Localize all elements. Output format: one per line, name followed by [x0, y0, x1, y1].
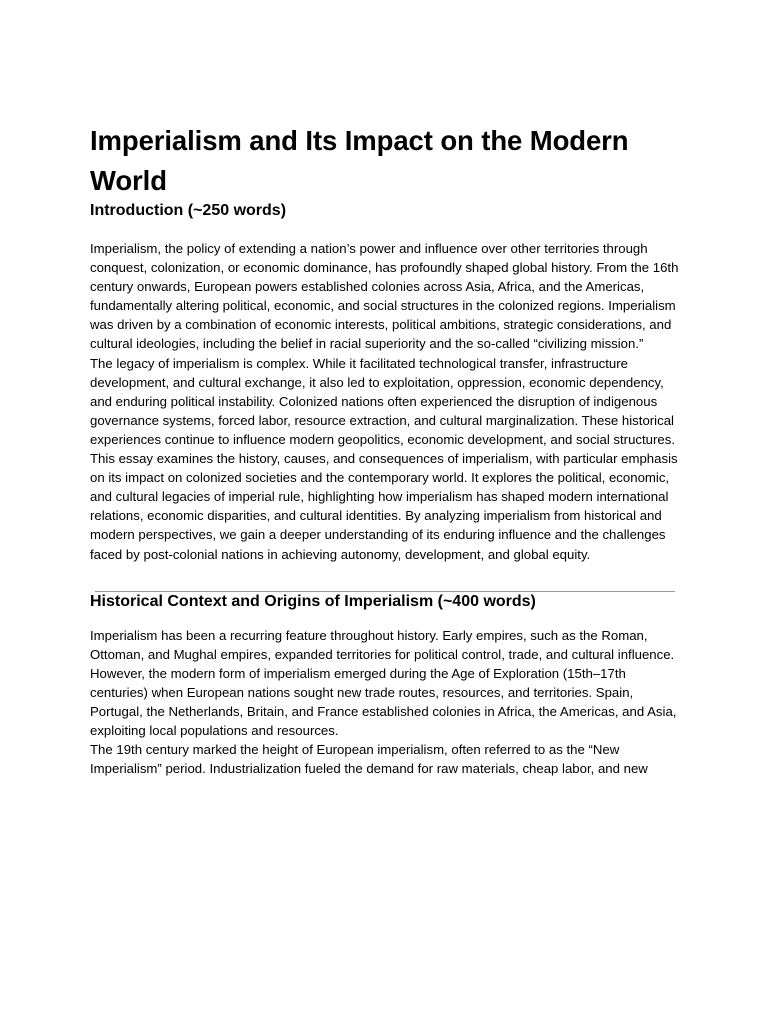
- paragraph: The legacy of imperialism is complex. While it facilitated technological transfer, infrastructure development, and cultural exchange, it also led to exploitation, oppression, economic dependency, and enduring political instability. Colonized nations often experienced the disruption of indigenous governance systems, forced labor, resource extraction, and cultural marginalization. These historical experiences continue to influence modern geopolitics, economic development, and social structures.: [90, 355, 675, 447]
- document-title: Imperialism and Its Impact on the Modern World: [90, 125, 629, 196]
- section-heading-historical-context: Historical Context and Origins of Imperialism (~400 words): [90, 592, 536, 610]
- paragraph: This essay examines the history, causes, and consequences of imperialism, with particular emphasis on its impact on colonized societies and the contemporary world. It explores the political, economic, and cultural legacies of imperial rule, highlighting how imperialism has shaped modern international relations, economic disparities, and cultural identities. By analyzing imperialism from historical and modern perspectives, we gain a deeper understanding of its enduring influence and the challenges faced by post-colonial nations in achieving autonomy, development, and global equity.: [90, 451, 678, 562]
- paragraph: Imperialism has been a recurring feature throughout history. Early empires, such as the Roman, Ottoman, and Mughal empires, expanded territories for political control, trade, and cultural influence. However, the modern form of imperialism emerged during the Age of Exploration (15th–17th centuries) when European nations sought new trade routes, resources, and territories. Spain, Portugal, the Netherlands, Britain, and France established colonies in Africa, the Americas, and Asia, exploiting local populations and resources.: [90, 627, 677, 739]
- paragraph: The 19th century marked the height of European imperialism, often referred to as the “New Imperialism” period. Industrialization fueled the demand for raw materials, cheap labor, and new: [90, 742, 648, 777]
- document-page: [90, 121, 682, 778]
- paragraph: Imperialism, the policy of extending a nation’s power and influence over other territories through conquest, colonization, or economic dominance, has profoundly shaped global history. From the 16th century onwards, European powers established colonies across Asia, Africa, and the Americas, fundamentally altering political, economic, and social structures in the colonized regions. Imperialism was driven by a combination of economic interests, political ambitions, strategic considerations, and cultural ideologies, including the belief in racial superiority and the so-called “civilizing mission.”: [90, 241, 679, 352]
- section-heading-introduction: Introduction (~250 words): [90, 202, 287, 219]
